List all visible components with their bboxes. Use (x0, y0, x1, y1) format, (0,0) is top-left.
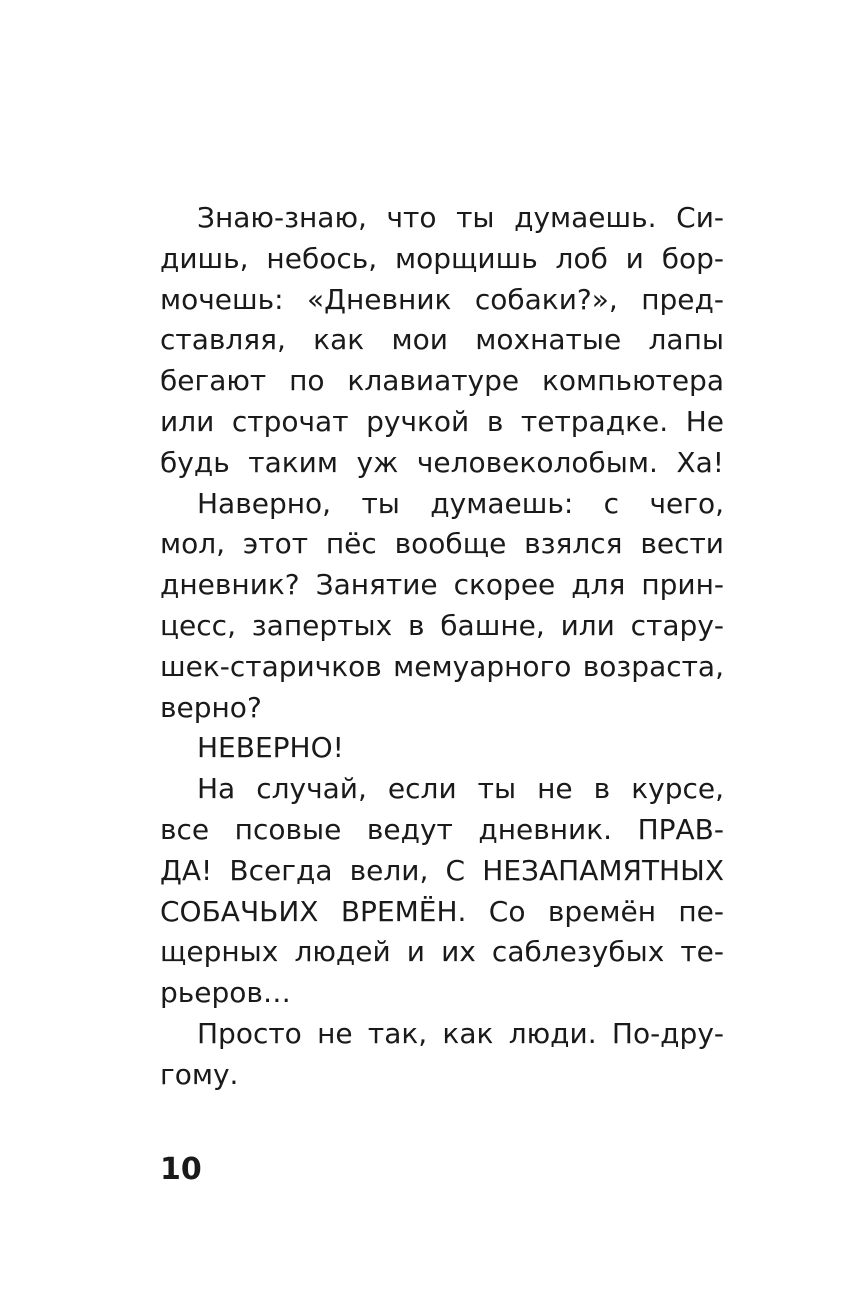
text-line: СОБАЧЬИХ ВРЕМЁН. Со времён пе- (160, 894, 724, 928)
text-line: Знаю-знаю, что ты думаешь. Си- (197, 201, 724, 234)
text-line: щерных людей и их саблезубых те- (160, 935, 724, 969)
text-line: верно? (160, 690, 262, 724)
text-line: цесс, запертых в башне, или стару- (160, 608, 724, 642)
text-line: или строчат ручкой в тетрадке. Не (160, 404, 724, 438)
text-line: будь таким уж человеколобым. Ха! (160, 445, 724, 479)
text-line: ДА! Всегда вели, С НЕЗАПАМЯТНЫХ (160, 853, 724, 887)
text-line: НЕВЕРНО! (197, 731, 344, 765)
text-line: шек-старичков мемуарного возраста, (160, 649, 724, 683)
text-line: гому. (160, 1057, 239, 1091)
text-line: дневник? Занятие скорее для прин- (160, 568, 724, 602)
text-line: мочешь: «Дневник собаки?», пред- (160, 282, 724, 316)
text-line: все псовые ведут дневник. ПРАВ- (160, 812, 724, 846)
text-line: рьеров… (160, 976, 291, 1010)
text-line: Просто не так, как люди. По-дру- (197, 1016, 724, 1050)
text-line: Наверно, ты думаешь: с чего, (197, 486, 724, 520)
text-line: дишь, небось, морщишь лоб и бор- (160, 241, 724, 275)
page-number: 10 (160, 1152, 202, 1187)
body-text (160, 198, 724, 1096)
text-line: ставляя, как мои мохнатые лапы (160, 323, 724, 357)
text-line: мол, этот пёс вообще взялся вести (160, 527, 724, 561)
text-line: На случай, если ты не в курсе, (197, 772, 724, 806)
text-line: бегают по клавиатуре компьютера (160, 364, 724, 398)
